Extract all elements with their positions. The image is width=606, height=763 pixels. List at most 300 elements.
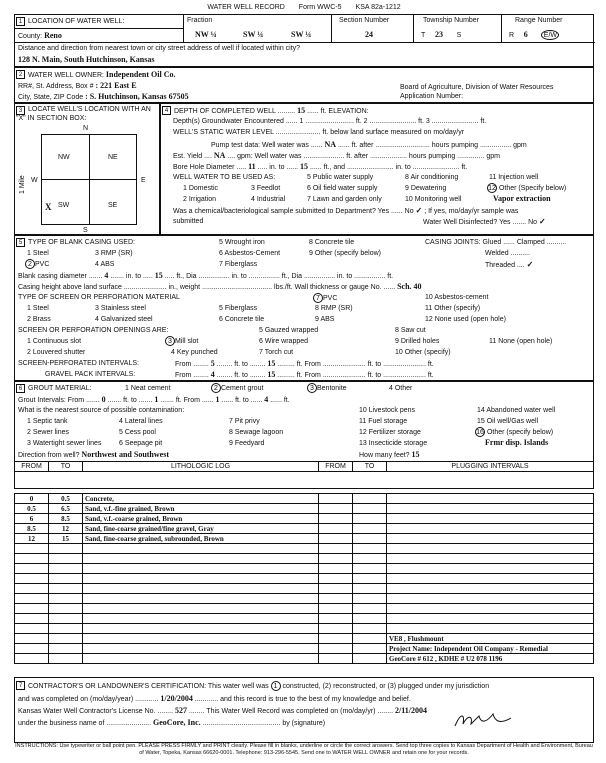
- plugging-header: PLUGGING INTERVALS: [387, 462, 594, 472]
- src-abandoned: 14 Abandoned water well: [477, 407, 556, 414]
- disinfected-no: No: [528, 219, 538, 226]
- log-desc: Sand, fine-coarse grained/fine gravel, Gray: [83, 524, 319, 534]
- fraction-label: Fraction: [187, 17, 213, 24]
- casing-label: TYPE OF BLANK CASING USED:: [28, 239, 135, 246]
- location-label: LOCATION OF WATER WELL:: [28, 18, 125, 25]
- log-to: 15: [49, 534, 83, 544]
- plug-to: [353, 534, 387, 544]
- yield-value: NA: [213, 151, 226, 160]
- cert-t2: constructed, (2) reconstructed, or (3) plugged under my jurisdiction: [282, 683, 490, 690]
- county-value: Reno: [44, 31, 62, 40]
- open-mill-slot: Mill slot: [175, 338, 199, 345]
- log-from: [15, 584, 49, 594]
- north-label: N: [83, 125, 89, 132]
- east-label: E: [141, 177, 146, 184]
- table-row: [15, 574, 594, 584]
- grout-other: 4 Other: [389, 385, 413, 392]
- plug-from: [319, 544, 353, 554]
- pump-test-value: NA: [324, 140, 337, 149]
- log-from: [15, 564, 49, 574]
- signature: [453, 710, 513, 730]
- record-date: 2/11/2004: [394, 706, 427, 715]
- groundwater-label: Depth(s) Groundwater Encountered: [173, 118, 284, 125]
- gravel-intervals-label: GRAVEL PACK INTERVALS:: [45, 371, 136, 378]
- section-5-casing: 5 TYPE OF BLANK CASING USED: 1 Steel 2 PVC 3 RMP (SR) 4 ABS 5 Wrought iron 6 Asbestos-Cement 7 Fiberglass 8 Concrete tile 9 Other (specify below) CASING JOINTS: Glued ...... Clamped .......... Welded .......... Threaded .... ✓ Blank casing diameter ....... 4 ....... in. to ..... 15 ..... ft., Dia ................ in. to ................ ft., Dia ................ in. to ................ ft. Casing height above land surface ...................... in., weight .................................... lbs./ft. Wall thickness or gauge No. ...... Sch. 40 TYPE OF SCREEN OR PERFORATION MATERIAL 1 Steel 2 Brass 3 Stainless steel 4 Galvanized steel 5 Fiberglass 6 Concrete tile 7 PVC 8 RMP (SR) 9 ABS 10 Asbestos-cement 11 Other (specify) 12 None used (open hole) SCREEN OR PERFORATION OPENINGS ARE: 1 Continuous slot 2 Louvered shutter 3 Mill slot 4 Key punched 5 Gauzed wrapped 6 Wire wrapped 7 Torch cut 8 Saw cut 9 Drilled holes 10 Other (specify) 11 None (open hole) SCREEN-PERFORATED INTERVALS: From ........ 5 ........ ft. to ........ 15 ......... ft. From ...................... ft. to ...................... ft. GRAVEL PACK INTERVALS: From ........ 4 ........ ft. to ........ 15 ......... ft. From ...................... ft. to ...................... ft.: [14, 235, 594, 381]
- src-lagoon: 8 Sewage lagoon: [229, 429, 284, 436]
- screen-abs: 9 ABS: [315, 316, 335, 323]
- src-other: Other (specify below): [486, 429, 554, 436]
- open-none: 11 None (open hole): [489, 338, 553, 345]
- src-other-circle: 16: [476, 429, 484, 436]
- spi-from-2: From: [304, 361, 321, 368]
- fraction-q2: SW ¼: [243, 30, 264, 39]
- src-feedyard: 9 Feedyard: [229, 440, 265, 447]
- casing-weight: in., weight: [168, 284, 201, 291]
- plug-desc: [387, 514, 594, 524]
- log-to-header: TO: [49, 462, 83, 472]
- yield-label: Est. Yield: [173, 153, 203, 160]
- log-desc: [83, 654, 319, 664]
- yield-hours: hours pumping: [408, 153, 456, 160]
- spi-to: ft. to: [234, 361, 248, 368]
- bore-value: 11: [248, 162, 256, 171]
- log-desc: Sand, v.f.-fine grained, Brown: [83, 504, 319, 514]
- log-from: [15, 624, 49, 634]
- log-from: 6: [15, 514, 49, 524]
- log-to: [49, 614, 83, 624]
- range-value: 6: [523, 30, 528, 39]
- plug-to: [353, 634, 387, 644]
- src-sewer: 2 Sewer lines: [27, 429, 70, 436]
- gi-ft-2: ft.: [283, 397, 290, 404]
- table-row: [15, 594, 594, 604]
- blank-casing-to: 15: [154, 271, 163, 280]
- screen-pvc-circle: 7: [313, 293, 323, 303]
- log-to: [49, 564, 83, 574]
- openings-label: SCREEN OR PERFORATION OPENINGS ARE:: [18, 327, 169, 334]
- plug-from-header: FROM: [319, 462, 353, 472]
- yield-mid: gpm: Well water was: [237, 153, 302, 160]
- how-many-label: How many feet?: [359, 452, 410, 459]
- screen-rmp: 8 RMP (SR): [315, 305, 353, 312]
- section-4-depth: 4 DEPTH OF COMPLETED WELL ......... 15 ...... ft. ELEVATION: Depth(s) Groundwater Encountered ...... 1 ......................... ft. 2 ........................ ft. 3 ........................ ft. WELL'S STATIC WATER LEVEL ....................... ft. below land surface measured on mo/day/yr Pump test data: Well water was ...... NA ...... ft. after ............................ hours pumping ................ gpm Est. Yield .... NA .... gpm: Well water was ..................... ft. after ................... hours pumping .............. gpm Bore Hole Diameter ..... 11 ..... in. to ...... 15 ...... ft., and ........................ in. to ........................ ft. WELL WATER TO BE USED AS: 1 Domestic 2 Irrigation 3 Feedlot 4 Industrial 5 Public water supply 6 Oil field water supply 7 Lawn and garden only 8 Air conditioning 9 Dewatering 10 Monitoring well 11 Injection well 12 Other (Specify below) Vapor extraction Was a chemical/bacteriological sample submitted to Department? Yes ...... No ✓ ; If yes, mo/day/yr sample was submitted Water Well Disinfected? Yes ....... No ✓: [160, 103, 594, 235]
- gw-3: ft. 3: [418, 118, 430, 125]
- grout-intervals-label: Grout Intervals: From: [18, 397, 85, 404]
- license-value: 527: [174, 706, 187, 715]
- open-saw: 8 Saw cut: [395, 327, 426, 334]
- log-from: [15, 614, 49, 624]
- address-value: : 221 East E: [95, 81, 137, 90]
- log-from: [15, 574, 49, 584]
- gw-1: 1: [299, 118, 304, 125]
- src-fuel: 11 Fuel storage: [359, 418, 408, 425]
- range-label: Range Number: [515, 17, 563, 24]
- gpi-to-value: 15: [267, 370, 276, 379]
- bcd-ft: ft.: [387, 273, 394, 280]
- open-key-punched: 4 Key punched: [171, 349, 218, 356]
- plug-from: [319, 624, 353, 634]
- plug-from: [319, 604, 353, 614]
- screen-brass: 2 Brass: [27, 316, 51, 323]
- table-row: [15, 544, 594, 554]
- joints-threaded: Threaded: [485, 262, 515, 269]
- township-dir: S: [456, 32, 462, 39]
- plug-to: [353, 604, 387, 614]
- use-other-circled: 12: [488, 185, 496, 192]
- plug-to: [353, 574, 387, 584]
- grid-sw: SW: [58, 202, 70, 209]
- table-row: [15, 514, 594, 524]
- log-desc: [83, 544, 319, 554]
- log-to: 8.5: [49, 514, 83, 524]
- depth-ft: ft.: [320, 108, 327, 115]
- log-desc: [83, 634, 319, 644]
- plug-desc: [387, 594, 594, 604]
- open-drilled: 9 Drilled holes: [395, 338, 440, 345]
- plug-from: [319, 654, 353, 664]
- west-label: W: [31, 177, 38, 184]
- use-other-label: Other (Specify below): [498, 185, 567, 192]
- plug-desc: [387, 494, 594, 504]
- screen-concrete: 6 Concrete tile: [219, 316, 265, 323]
- table-row: [15, 504, 594, 514]
- bcd-dia-2: ft., Dia: [281, 273, 303, 280]
- open-mill-circle: 3: [165, 336, 175, 346]
- blank-casing-value: 4: [104, 271, 109, 280]
- township-t: T: [421, 32, 426, 39]
- plug-desc: GeoCore # 612 , KDHE # U2 078 1196: [387, 654, 594, 664]
- plug-desc: [387, 504, 594, 514]
- plug-to: [353, 514, 387, 524]
- log-desc: [83, 604, 319, 614]
- plug-to: [353, 624, 387, 634]
- lithologic-log-table: [14, 493, 594, 664]
- gpi-to: ft. to: [234, 372, 248, 379]
- src-lateral: 4 Lateral lines: [119, 418, 163, 425]
- log-from: [15, 544, 49, 554]
- log-from: 0: [15, 494, 49, 504]
- how-many-value: 15: [411, 450, 420, 459]
- grid-se: SE: [108, 202, 118, 209]
- log-from: [15, 594, 49, 604]
- plug-from: [319, 584, 353, 594]
- address-label: RR#, St. Address, Box #: [18, 83, 94, 90]
- log-from: [15, 644, 49, 654]
- plug-desc: [387, 524, 594, 534]
- casing-gauge-value: Sch. 40: [397, 282, 422, 291]
- bcd-in-to-3: in. to: [337, 273, 353, 280]
- plug-desc: [387, 614, 594, 624]
- casing-lbs: lbs./ft. Wall thickness or gauge No.: [274, 284, 382, 291]
- blank-casing-label: Blank casing diameter: [18, 273, 87, 280]
- well-address: 128 N. Main, South Hutchinson, Kansas: [18, 55, 155, 64]
- bore-depth: 15: [300, 162, 309, 171]
- cert-t4: and this record is true to the best of my knowledge and belief.: [220, 696, 411, 703]
- plug-to: [353, 584, 387, 594]
- grout-label: GROUT MATERIAL:: [28, 385, 92, 392]
- mile-label: 1 Mile: [19, 175, 26, 194]
- screen-galvanized: 4 Galvanized steel: [95, 316, 153, 323]
- table-row: [15, 624, 594, 634]
- plug-to: [353, 594, 387, 604]
- use-injection: 11 Injection well: [489, 174, 539, 181]
- plug-from: [319, 594, 353, 604]
- casing-wrought: 5 Wrought iron: [219, 239, 265, 246]
- casing-fiberglass: 7 Fiberglass: [219, 261, 258, 268]
- screen-pvc: PVC: [323, 295, 338, 302]
- casing-concrete: 8 Concrete tile: [309, 239, 355, 246]
- casing-height-label: Casing height above land surface: [18, 284, 122, 291]
- license-label: Kansas Water Well Contractor's License No.: [18, 708, 156, 715]
- pump-hours: hours pumping: [431, 142, 479, 149]
- gpi-ft: ft.: [296, 372, 303, 379]
- direction-value: Northwest and Southwest: [81, 450, 169, 459]
- src-fertilizer: 12 Fertilizer storage: [359, 429, 421, 436]
- plug-from: [319, 504, 353, 514]
- src-watertight: 3 Watertight sewer lines: [27, 440, 102, 447]
- screen-none: 12 None used (open hole): [425, 316, 506, 323]
- static-level-tail: ft. below land surface measured on mo/day/yr: [322, 129, 465, 136]
- plug-desc: [387, 574, 594, 584]
- bore-to: in. to: [269, 164, 285, 171]
- log-desc: [83, 594, 319, 604]
- src-seepage: 6 Seepage pit: [119, 440, 163, 447]
- casing-rmp: 3 RMP (SR): [95, 250, 133, 257]
- use-irrigation: 2 Irrigation: [183, 196, 217, 203]
- plug-to: [353, 614, 387, 624]
- log-desc: [83, 564, 319, 574]
- city-value: : S. Hutchinson, Kansas 67505: [85, 92, 189, 101]
- plug-to: [353, 544, 387, 554]
- south-label: S: [83, 227, 88, 234]
- screen-material-label: TYPE OF SCREEN OR PERFORATION MATERIAL: [18, 294, 180, 301]
- bore-and: ft., and: [323, 164, 345, 171]
- log-to: [49, 594, 83, 604]
- log-from-header: FROM: [15, 462, 49, 472]
- plug-from: [319, 634, 353, 644]
- use-lawn: 7 Lawn and garden only: [307, 196, 382, 203]
- gpi-to-2: ft. to: [367, 372, 382, 379]
- open-louvered: 2 Louvered shutter: [27, 349, 86, 356]
- pump-gpm: gpm: [513, 142, 527, 149]
- plug-to: [353, 494, 387, 504]
- grout-bentonite: Bentonite: [317, 385, 347, 392]
- use-oilfield: 6 Oil field water supply: [307, 185, 378, 192]
- depth-value: 15: [297, 106, 306, 115]
- joints-clamped: Clamped: [516, 239, 545, 246]
- src-pit-privy: 7 Pit privy: [229, 418, 260, 425]
- grout-neat: 1 Neat cement: [125, 385, 171, 392]
- grout-cement: Cement grout: [221, 385, 264, 392]
- elevation-label: ELEVATION:: [328, 108, 369, 115]
- log-to: [49, 544, 83, 554]
- bore-in-to: in. to: [395, 164, 411, 171]
- plug-from: [319, 514, 353, 524]
- grid-nw: NW: [58, 154, 70, 161]
- open-torch: 7 Torch cut: [259, 349, 294, 356]
- plug-from: [319, 534, 353, 544]
- log-from: [15, 634, 49, 644]
- screen-other: 11 Other (specify): [425, 305, 481, 312]
- log-from: 12: [15, 534, 49, 544]
- log-to: [49, 584, 83, 594]
- log-to: [49, 554, 83, 564]
- cert-t5: This Water Well Record was completed on (mo/day/yr): [206, 708, 376, 715]
- bcd-dia-1: ft., Dia: [176, 273, 197, 280]
- grid-ne: NE: [108, 154, 118, 161]
- contamination-label: What is the nearest source of possible contamination:: [18, 407, 185, 414]
- lithologic-header: LITHOLOGIC LOG: [83, 462, 319, 472]
- spi-from-value: 5: [210, 359, 215, 368]
- table-row: [15, 564, 594, 574]
- plug-from: [319, 524, 353, 534]
- grout-from-value: 0: [101, 395, 106, 404]
- log-to: [49, 644, 83, 654]
- table-row: [15, 634, 594, 644]
- plug-from: [319, 494, 353, 504]
- section-2-owner: 2 WATER WELL OWNER: Independent Oil Co. RR#, St. Address, Box # : 221 East E City, State, ZIP Code : S. Hutchinson, Kansas 67505 Board of Agriculture, Division of Water Resources Application Number:: [14, 67, 594, 103]
- use-monitoring: 10 Monitoring well: [405, 196, 462, 203]
- disinfected-label: Water Well Disinfected? Yes: [423, 219, 511, 226]
- gi-from-2: From: [183, 397, 200, 404]
- form-number: Form WWC-5: [298, 4, 342, 11]
- business-label: under the business name of: [18, 720, 105, 727]
- log-from: [15, 604, 49, 614]
- township-value: 23: [435, 30, 444, 39]
- cert-t1: This water well was: [207, 683, 269, 690]
- table-row: [15, 614, 594, 624]
- plug-to: [353, 644, 387, 654]
- plug-desc: [387, 564, 594, 574]
- table-row: [15, 494, 594, 504]
- gpi-from-2: From: [304, 372, 321, 379]
- casing-abs: 4 ABS: [95, 261, 115, 268]
- application-number-label: Application Number:: [400, 93, 464, 100]
- src-septic: 1 Septic tank: [27, 418, 68, 425]
- use-industrial: 4 Industrial: [251, 196, 286, 203]
- plug-from: [319, 574, 353, 584]
- casing-pvc-circle: 2: [25, 259, 35, 269]
- screen-fiberglass: 5 Fiberglass: [219, 305, 258, 312]
- spi-to-2: ft. to: [367, 361, 382, 368]
- table-row: [15, 654, 594, 664]
- log-from: [15, 554, 49, 564]
- log-from: 0.5: [15, 504, 49, 514]
- log-to: 12: [49, 524, 83, 534]
- use-public: 5 Public water supply: [307, 174, 374, 181]
- owner-label: WATER WELL OWNER:: [28, 72, 104, 79]
- gi-to-2: ft. to: [235, 397, 249, 404]
- casing-asbestos: 6 Asbestos-Cement: [219, 250, 281, 257]
- plug-from: [319, 644, 353, 654]
- depth-label: DEPTH OF COMPLETED WELL: [174, 108, 276, 115]
- open-gauzed: 5 Gauzed wrapped: [259, 327, 319, 334]
- open-continuous: 1 Continuous slot: [27, 338, 82, 345]
- section-6-grout: 6 GROUT MATERIAL: 1 Neat cement 2 Cement grout 3 Bentonite 4 Other Grout Intervals: From ....... 0 ....... ft. to ....... 1 ....... ft. From ...... 1 ...... ft. to ...... 4 ...... ft. What is the nearest source of possible contamination: 1 Septic tank 2 Sewer lines 3 Watertight sewer lines 4 Lateral lines 5 Cess pool 6 Seepage pit 7 Pit privy 8 Sewage lagoon 9 Feedyard 10 Livestock pens 11 Fuel storage 12 Fertilizer storage 13 Insecticide storage 14 Abandoned water well 15 Oil well/Gas well 16 Other (specify below) Frmr disp. Islands Direction from well? Northwest and Southwest How many feet? 15 FROM TO LITHOLOGIC LOG FROM TO PLUGGING INTERVALS: [14, 381, 594, 489]
- distance-direction-label: Distance and direction from nearest town or city street address of well if located within city?: [18, 45, 301, 52]
- yield-gpm: gpm: [486, 153, 500, 160]
- submitted-label: submitted: [173, 218, 204, 225]
- plug-desc: [387, 604, 594, 614]
- log-header: [14, 461, 594, 472]
- cert-constructed-circle: 1: [271, 681, 281, 691]
- pump-after: ft. after: [351, 142, 374, 149]
- gw-2: ft. 2: [355, 118, 368, 125]
- log-to: [49, 604, 83, 614]
- form-title: WATER WELL RECORD: [207, 4, 285, 11]
- log-to: [49, 624, 83, 634]
- grout-cement-circle: 2: [211, 383, 221, 393]
- county-label: County:: [18, 33, 43, 40]
- log-desc: Sand, fine-coarse grained, subrounded, Brown: [83, 534, 319, 544]
- bore-label: Bore Hole Diameter: [173, 164, 235, 171]
- log-to: 0.5: [49, 494, 83, 504]
- log-to: [49, 654, 83, 664]
- log-desc: [83, 584, 319, 594]
- signature-label: by (signature): [282, 720, 326, 727]
- gi-ft: ft.: [175, 397, 182, 404]
- log-desc: Sand, v.f.-coarse grained, Brown: [83, 514, 319, 524]
- spi-from: From: [175, 361, 192, 368]
- range-r: R: [509, 32, 515, 39]
- table-row: [15, 644, 594, 654]
- table-row: [15, 584, 594, 594]
- direction-label: Direction from well?: [18, 452, 80, 459]
- plug-desc: [387, 534, 594, 544]
- completion-date: 1/20/2004: [160, 694, 193, 703]
- chem-ifyes: ; If yes, mo/day/yr sample was: [424, 208, 519, 215]
- casing-steel: 1 Steel: [27, 250, 49, 257]
- plug-desc: VE8 , Flushmount: [387, 634, 594, 644]
- owner-value: Independent Oil Co.: [105, 70, 176, 79]
- water-well-record-form: [14, 4, 594, 759]
- chem-sample-label: Was a chemical/bacteriological sample submitted to Department? Yes: [173, 208, 390, 215]
- yield-after: ft. after: [346, 153, 369, 160]
- grout-from2-value: 1: [215, 395, 220, 404]
- water-use-label: WELL WATER TO BE USED AS:: [173, 174, 276, 181]
- board-label: Board of Agriculture, Division of Water Resources: [400, 84, 554, 91]
- gpi-from: From: [175, 372, 192, 379]
- business-value: GeoCore, Inc.: [153, 718, 201, 727]
- static-level-label: WELL'S STATIC WATER LEVEL: [173, 129, 274, 136]
- city-label: City, State, ZIP Code: [18, 94, 84, 101]
- plug-to-header: TO: [353, 462, 387, 472]
- section-7-certification: 7 CONTRACTOR'S OR LANDOWNER'S CERTIFICATION: This water well was 1 constructed, (2) reconstructed, or (3) plugged under my jurisdiction and was completed on (mo/day/year) ............ 1/20/2004 ............ and this record is true to the best of my knowledge and belief. Kansas Water Well Contractor's License No. ........ 527 ........ This Water Well Record was completed on (mo/day/yr) ........ 2/11/2004 under the business name of ....................... GeoCore, Inc. ........................................ by (signature): [14, 677, 594, 743]
- township-label: Township Number: [423, 17, 480, 24]
- plug-desc: [387, 584, 594, 594]
- grout-bentonite-circle: 3: [307, 383, 317, 393]
- table-row: [15, 524, 594, 534]
- range-dir: E/W: [541, 30, 559, 40]
- section-number-label: Section Number: [339, 17, 390, 24]
- plug-to: [353, 524, 387, 534]
- well-x-mark: X: [45, 202, 52, 212]
- grout-to2-value: 4: [264, 395, 269, 404]
- spi-ft: ft.: [296, 361, 303, 368]
- spi-to-value: 15: [267, 359, 276, 368]
- casing-joints-label: CASING JOINTS: Glued: [425, 239, 502, 246]
- log-desc: [83, 554, 319, 564]
- spi-ft-2: ft.: [427, 361, 434, 368]
- screen-stainless: 3 Stainless steel: [95, 305, 146, 312]
- cert-t3: and was completed on (mo/day/year): [18, 696, 134, 703]
- log-to: [49, 634, 83, 644]
- casing-other: 9 Other (specify below): [309, 250, 381, 257]
- pump-test-label: Pump test data: Well water was: [211, 142, 309, 149]
- plug-to: [353, 554, 387, 564]
- gi-to: ft. to: [123, 397, 137, 404]
- plug-from: [319, 554, 353, 564]
